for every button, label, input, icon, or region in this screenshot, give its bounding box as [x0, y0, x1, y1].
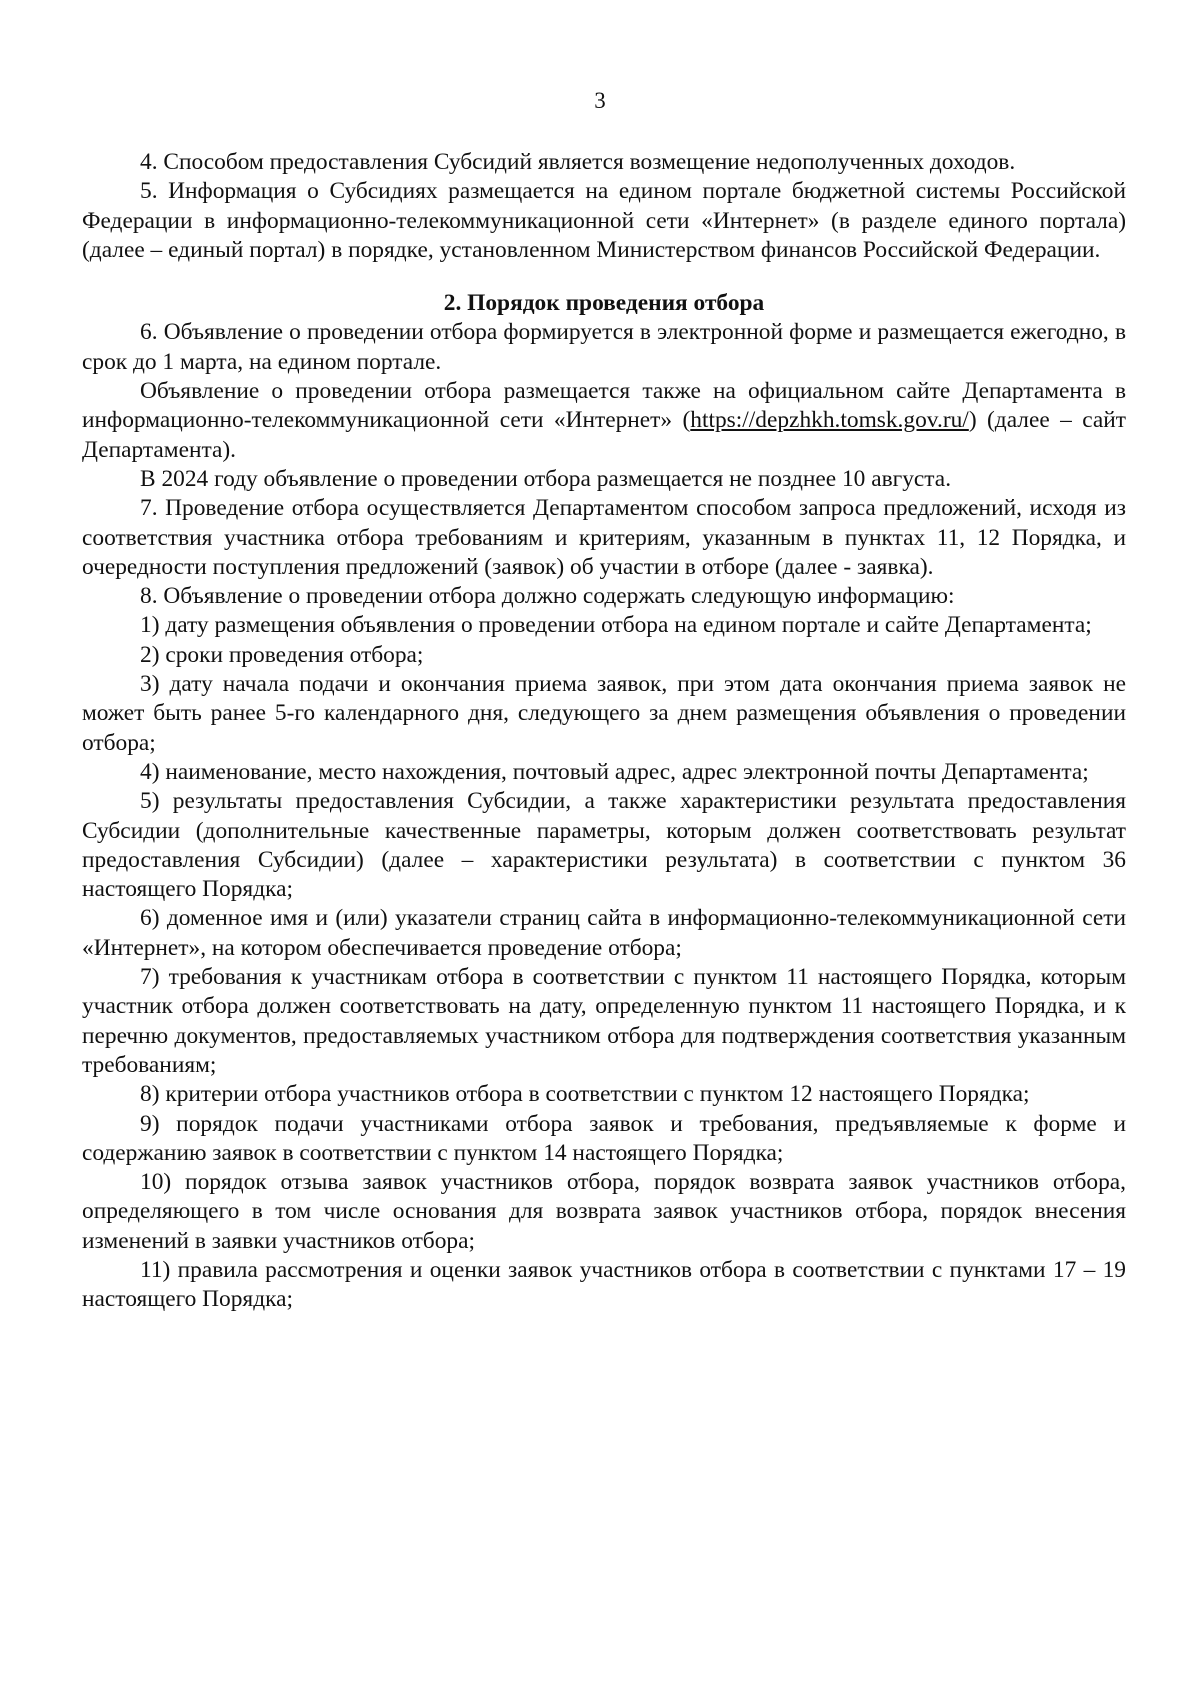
paragraph-6-site-text-after: ) (далее – сайт Департамента). — [82, 407, 1126, 463]
list-item: 2) сроки проведения отбора; — [140, 641, 424, 668]
section-heading: 2. Порядок проведения отбора — [443, 290, 765, 317]
list-item: 4) наименование, место нахождения, почтовый адрес, адрес электронной почты Департамента; — [140, 758, 1089, 785]
page-number: 3 — [594, 88, 606, 113]
list-item: 11) правила рассмотрения и оценки заявок участников отбора в соответствии с пунктами 17 – 19 настоящего Порядка; — [82, 1256, 1126, 1313]
list-item: 6) доменное имя и (или) указатели страниц сайта в информационно-телекоммуникационной сети «Интернет», на котором обеспечивается проведение отбора; — [82, 905, 1126, 961]
paragraph-8: 8. Объявление о проведении отбора должно содержать следующую информацию: — [140, 583, 955, 610]
paragraph-6-site — [82, 377, 1126, 465]
paragraph-6-site-text-before: Объявление о проведении отбора размещается также на официальном сайте Департамента в информационно-телекоммуникационной сети «Интернет» ( — [82, 378, 1126, 434]
list-item: 1) дату размещения объявления о проведении отбора на едином портале и сайте Департамента; — [140, 612, 1092, 639]
list-item: 8) критерии отбора участников отбора в соответствии с пунктом 12 настоящего Порядка; — [140, 1081, 1030, 1108]
list-item: 7) требования к участникам отбора в соответствии с пунктом 11 настоящего Порядка, которым участник отбора должен соответствовать на дату, определенную пунктом 11 настоящего Порядка, и к перечню документов, предоставляемых участником отбора для подтверждения соответствия указанным требованиям; — [82, 964, 1126, 1078]
paragraph-7: 7. Проведение отбора осуществляется Департаментом способом запроса предложений, исходя из соответствия участника отбора требованиям и критериям, указанным в пунктах 11, 12 Порядка, и очередности поступления предложений (заявок) об участии в отборе (далее - заявка). — [82, 495, 1126, 580]
list-item: 10) порядок отзыва заявок участников отбора, порядок возврата заявок участников отбора, определяющего в том числе основания для возврата заявок участников отбора, порядок внесения изменений в заявки участников отбора; — [82, 1169, 1126, 1254]
paragraph-6: 6. Объявление о проведении отбора формируется в электронной форме и размещается ежегодно, в срок до 1 марта, на едином портале. — [82, 319, 1126, 375]
list-item: 3) дату начала подачи и окончания приема заявок, при этом дата окончания приема заявок не может быть ранее 5-го календарного дня, следующего за днем размещения объявления о проведении отбора; — [82, 671, 1126, 756]
paragraph-6-deadline: В 2024 году объявление о проведении отбора размещается не позднее 10 августа. — [140, 465, 952, 492]
department-website-link[interactable]: https://depzhkh.tomsk.gov.ru/ — [690, 407, 969, 434]
paragraph-4: 4. Способом предоставления Субсидий является возмещение недополученных доходов. — [140, 149, 1016, 175]
list-item: 9) порядок подачи участниками отбора заявок и требования, предъявляемые к форме и содержанию заявок в соответствии с пунктом 14 настоящего Порядка; — [82, 1110, 1126, 1166]
paragraph-5: 5. Информация о Субсидиях размещается на едином портале бюджетной системы Российской Федерации в информационно-телекоммуникационной сети «Интернет» (в разделе единого портала) (далее – единый портал) в порядке, установленном Министерством финансов Российской Федерации. — [82, 178, 1126, 263]
list-item: 5) результаты предоставления Субсидии, а также характеристики результата предоставления Субсидии (дополнительные качественные параметры, которым должен соответствовать результат предоставления Субсидии) (далее – характеристики результата) в соответствии с пунктом 36 настоящего Порядка; — [82, 788, 1126, 903]
document-body — [82, 148, 1126, 1315]
